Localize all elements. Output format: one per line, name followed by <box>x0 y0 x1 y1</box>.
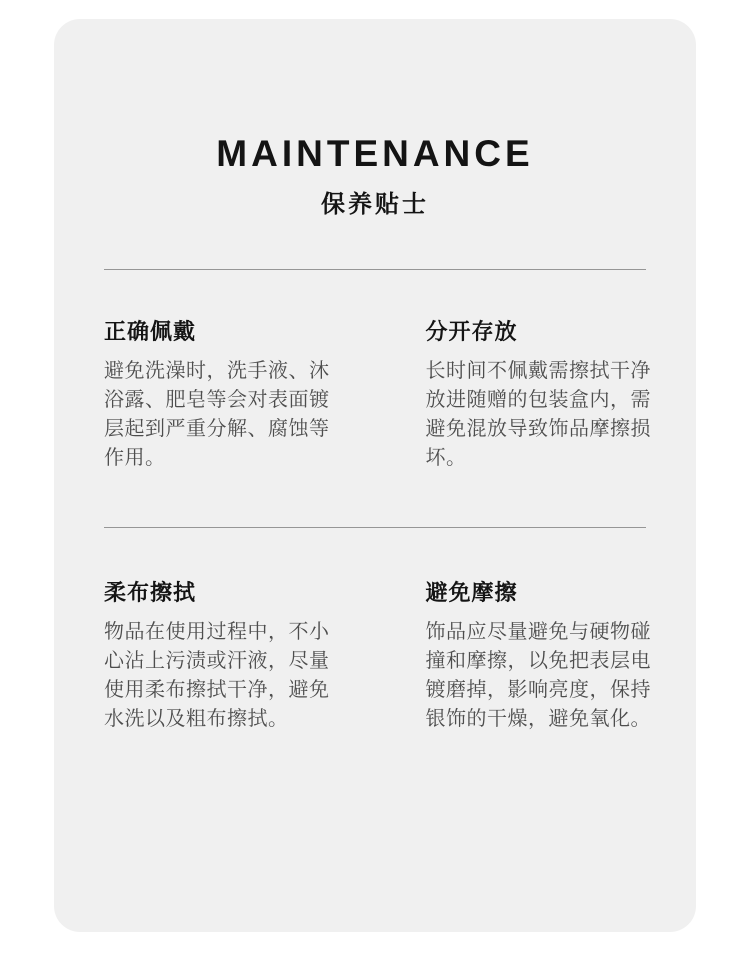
tip-heading: 正确佩戴 <box>104 319 197 344</box>
maintenance-card <box>54 19 696 932</box>
divider-top <box>104 269 646 270</box>
tip-section-correct-wearing <box>104 319 330 473</box>
card-content <box>104 269 651 734</box>
tip-heading: 分开存放 <box>425 319 518 344</box>
tip-body <box>426 357 652 473</box>
page-title: MAINTENANCE <box>216 133 534 174</box>
tips-row-1 <box>104 319 651 473</box>
tip-body-line: 使用柔布擦拭干净，避免 <box>104 679 330 701</box>
tip-body-line: 心沾上污渍或汗液，尽量 <box>104 650 330 672</box>
tip-section-separate-storage <box>426 319 652 473</box>
tip-section-soft-cloth-wipe <box>104 580 330 734</box>
tip-body-line: 作用。 <box>104 447 166 469</box>
tip-body-line: 镀磨掉，影响亮度，保持 <box>425 679 651 701</box>
tip-body-line: 撞和摩擦，以免把表层电 <box>425 650 651 672</box>
tip-body-line: 物品在使用过程中，不小 <box>104 621 330 643</box>
tip-section-avoid-friction <box>426 580 652 734</box>
divider-middle <box>104 527 646 528</box>
tip-body-line: 坏。 <box>425 447 467 469</box>
tip-body-line: 放进随赠的包装盒内，需 <box>425 389 651 411</box>
tip-body-line: 层起到严重分解、腐蚀等 <box>104 418 330 440</box>
tip-body-line: 长时间不佩戴需擦拭干净 <box>425 360 651 382</box>
tip-heading: 避免摩擦 <box>425 580 518 605</box>
tip-body <box>426 618 652 734</box>
tip-body <box>104 618 330 734</box>
tip-body-line: 饰品应尽量避免与硬物碰 <box>425 621 651 643</box>
tip-body-line: 避免混放导致饰品摩擦损 <box>425 418 651 440</box>
tips-row-2 <box>104 580 651 734</box>
tip-body-line: 银饰的干燥，避免氧化。 <box>425 708 651 730</box>
tip-body-line: 水洗以及粗布擦拭。 <box>104 708 289 730</box>
tip-body-line: 浴露、肥皂等会对表面镀 <box>104 389 330 411</box>
page-subtitle: 保养贴士 <box>321 191 429 218</box>
tip-body-line: 避免洗澡时，洗手液、沐 <box>104 360 330 382</box>
tip-body <box>104 357 330 473</box>
tip-heading: 柔布擦拭 <box>104 580 197 605</box>
